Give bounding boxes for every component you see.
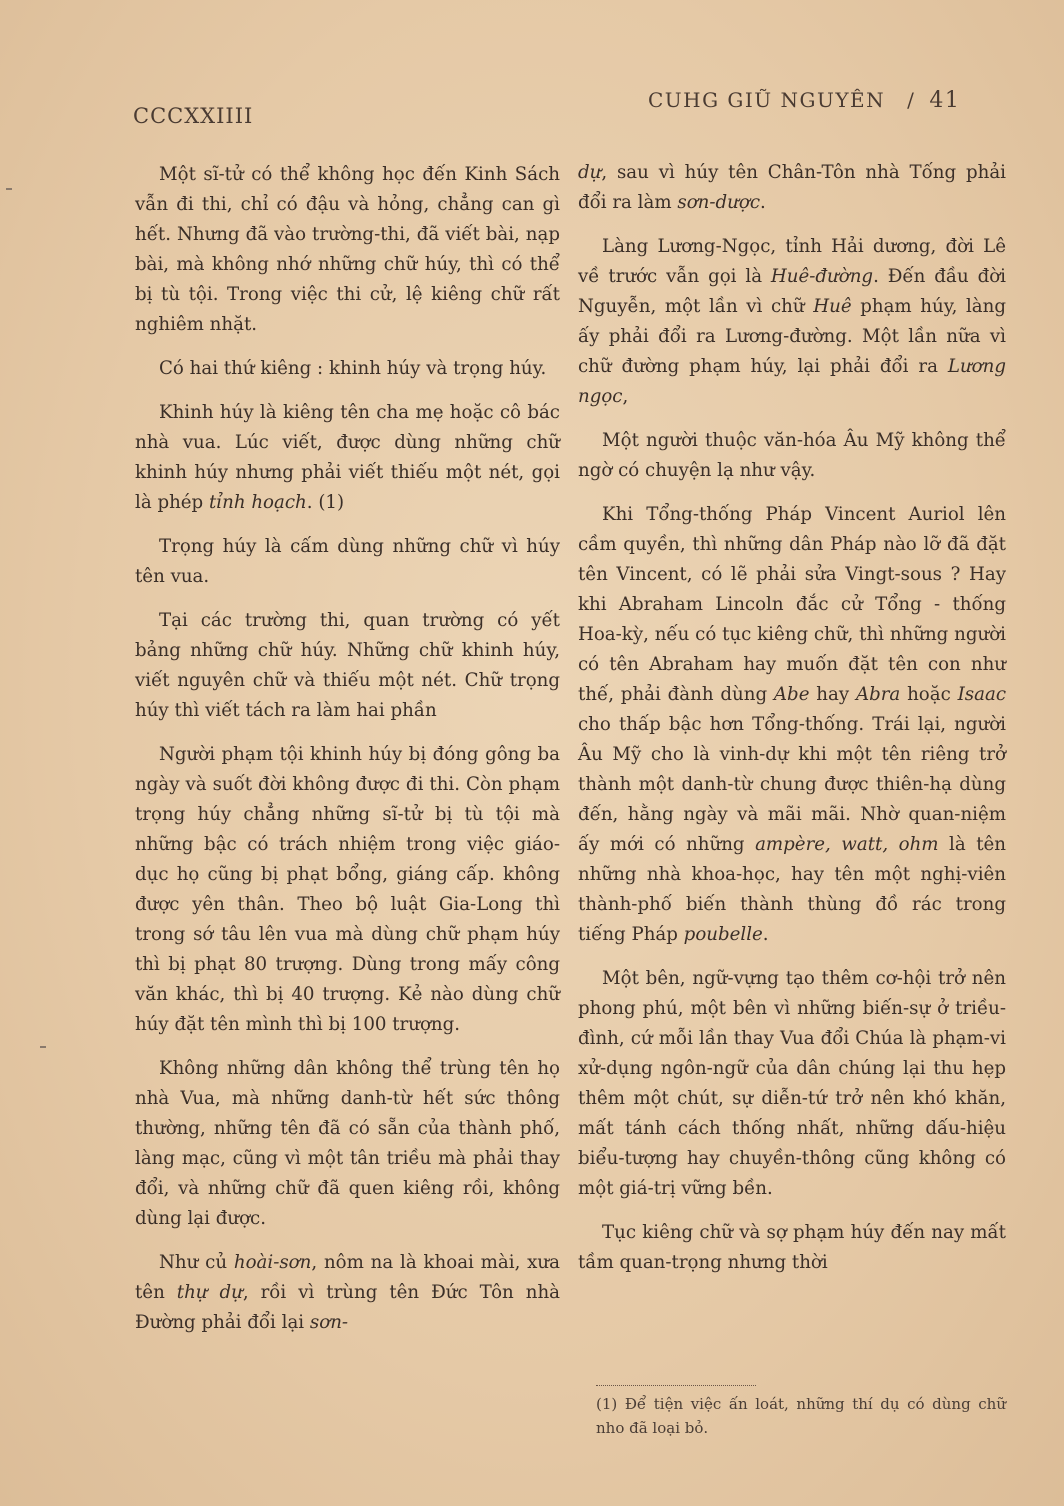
paragraph: Tại các trường thi, quan trường có yết bảng những chữ húy. Những chữ khinh húy, viết nguyên chữ và thiếu một nét. Chữ trọng húy thì viết tách ra làm hai phần (135, 610, 560, 721)
left-column (135, 160, 560, 1352)
italic-term: Huê (813, 296, 852, 317)
running-header-right (648, 88, 960, 113)
header-separator: / (907, 88, 916, 112)
paragraph: Khi Tổng-thống Pháp Vincent Auriol lên cầm quyền, thì những dân Pháp nào lỡ đã đặt tên Vincent, có lẽ phải sửa Vingt-sous ? Hay khi Abraham Lincoln đắc cử Tổng - thống Hoa-kỳ, nếu có tục kiêng chữ, thì những người có tên Abraham hay muốn đặt tên con như thế, phải đành dùng Abe hay Abra hoặc Isaac cho thấp bậc hơn Tổng-thống. Trái lại, người Âu Mỹ cho là vinh-dự khi một tên riêng trở thành một danh-từ chung được thiên-hạ dùng đến, hằng ngày và mãi mãi. Nhờ quan-niệm ấy mới có những ampère, watt, ohm là tên những nhà khoa-học, hay tên một nghị-viên thành-phố biến thành thùng đồ rác trong tiếng Pháp poubelle. (578, 504, 1006, 945)
page-mark (6, 188, 12, 190)
paragraph: Như củ hoài-sơn, nôm na là khoai mài, xưa tên thự dự, rồi vì trùng tên Đức Tôn nhà Đường phải đổi lại sơn- (135, 1252, 560, 1333)
italic-term: Huê-đường (770, 266, 874, 287)
running-header-left: CCCXXIIII (133, 104, 254, 128)
paragraph: Làng Lương-Ngọc, tỉnh Hải dương, đời Lê về trước vẫn gọi là Huê-đường. Đến đầu đời Nguyễn, một lần vì chữ Huê phạm húy, làng ấy phải đổi ra Lương-đường. Một lần nữa vì chữ đường phạm húy, lại phải đổi ra Lương ngọc, (578, 236, 1006, 407)
paragraph: Trọng húy là cấm dùng những chữ vì húy tên vua. (135, 536, 560, 587)
paragraph: Người phạm tội khinh húy bị đóng gông ba ngày và suốt đời không được đi thi. Còn phạm trọng húy chẳng những sĩ-tử bị tù tội mà những bậc có trách nhiệm trong việc giáo-dục họ cũng bị phạt bổng, giáng cấp. không được yên thân. Theo bộ luật Gia-Long thì trong sớ tâu lên vua mà dùng chữ phạm húy thì bị phạt 80 trượng. Dùng trong mấy công văn khác, thì bị 40 trượng. Kẻ nào dùng chữ húy đặt tên mình thì bị 100 trượng. (135, 744, 560, 1035)
right-column (578, 158, 1006, 1292)
italic-term: Abra (855, 684, 901, 705)
paragraph: dự, sau vì húy tên Chân-Tôn nhà Tống phải đổi ra làm sơn-dược. (578, 162, 1006, 213)
footnote-rule (596, 1385, 756, 1386)
paragraph: Có hai thứ kiêng : khinh húy và trọng húy. (159, 358, 547, 379)
italic-term: thự dự (176, 1282, 243, 1303)
italic-term: Lương ngọc (578, 356, 1006, 407)
chapter-title: CUHG GIŨ NGUYÊN (648, 88, 886, 112)
italic-term: Isaac (957, 684, 1006, 705)
paragraph: Một người thuộc văn-hóa Âu Mỹ không thể ngờ có chuyện lạ như vậy. (578, 430, 1006, 481)
paragraph: Khinh húy là kiêng tên cha mẹ hoặc cô bác nhà vua. Lúc viết, được dùng những chữ khinh húy nhưng phải viết thiếu một nét, gọi là phép tỉnh hoạch. (1) (135, 402, 560, 513)
italic-term: tỉnh hoạch (209, 492, 307, 513)
page-number: 41 (929, 88, 961, 113)
footnote: (1) Để tiện việc ấn loát, những thí dụ có dùng chữ nho đã loại bỏ. (596, 1395, 1006, 1437)
page-mark (40, 1046, 46, 1048)
italic-term: Abe (773, 684, 810, 705)
italic-term: sơn-dược (677, 192, 761, 213)
italic-term: ampère, watt, ohm (755, 834, 939, 855)
italic-term: sơn- (309, 1312, 349, 1333)
paragraph: Không những dân không thể trùng tên họ nhà Vua, mà những danh-từ hết sức thông thường, những tên đã có sẵn của thành phố, làng mạc, cũng vì một tân triều mà phải thay đổi, và những chữ đã quen kiêng rồi, không dùng lại được. (135, 1058, 560, 1229)
paragraph: Một sĩ-tử có thể không học đến Kinh Sách vẫn đi thi, chỉ có đậu và hỏng, chẳng can gì hết. Nhưng đã vào trường-thi, đã viết bài, nạp bài, mà không nhớ những chữ húy, thì có thể bị tù tội. Trong việc thi cử, lệ kiêng chữ rất nghiêm nhặt. (135, 164, 560, 335)
italic-term: hoài-sơn (233, 1252, 312, 1273)
paragraph: Tục kiêng chữ và sợ phạm húy đến nay mất tầm quan-trọng nhưng thời (578, 1222, 1006, 1273)
italic-term: poubelle (683, 924, 763, 945)
paragraph: Một bên, ngữ-vựng tạo thêm cơ-hội trở nên phong phú, một bên vì những biến-sự ở triều-đình, cứ mỗi lần thay Vua đổi Chúa là phạm-vi xử-dụng ngôn-ngữ của dân chúng lại thu hẹp thêm một chút, sự diễn-tứ trở nên khó khăn, mất tánh cách thống nhất, những dấu-hiệu biểu-tượng hay chuyền-thông cũng không có một giá-trị vững bền. (578, 968, 1006, 1199)
italic-term: dự (578, 162, 602, 183)
